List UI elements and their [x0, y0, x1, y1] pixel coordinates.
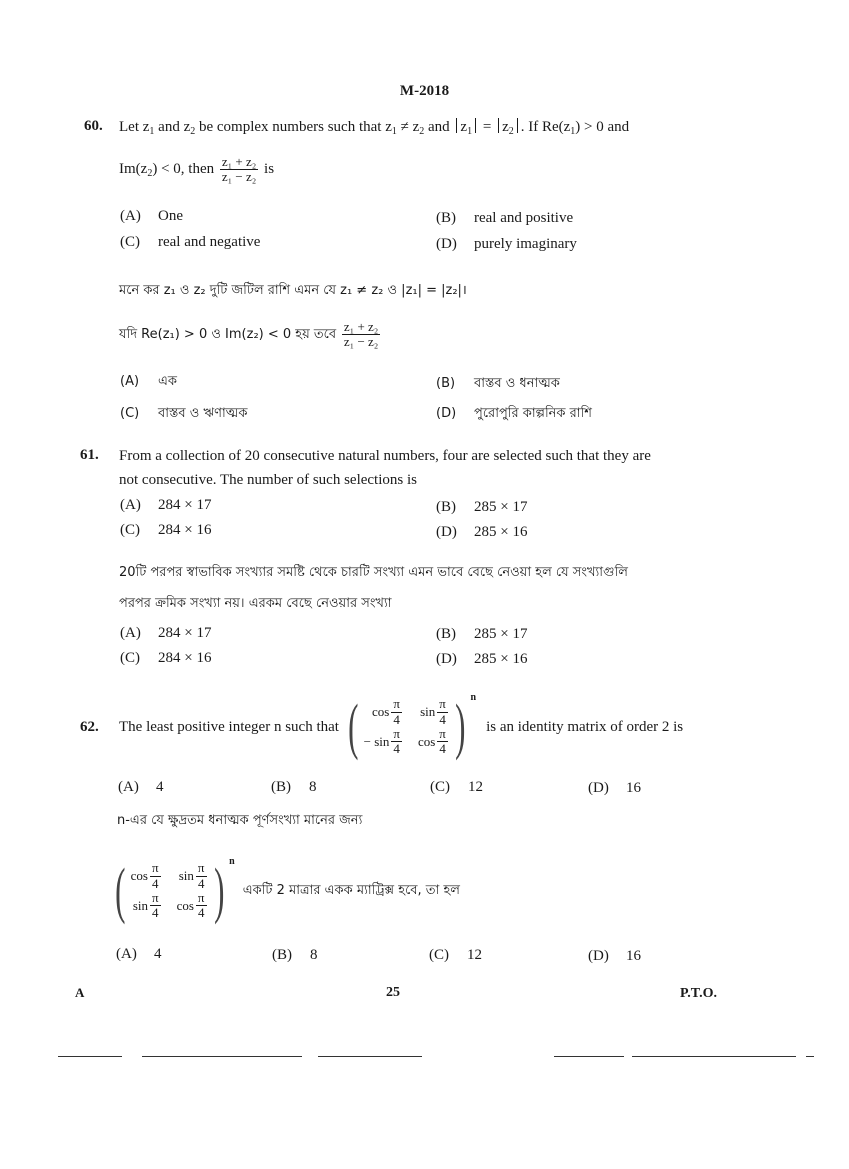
- q62-bengali-stem: [110, 848, 460, 934]
- q60-bengali-option-c[interactable]: (C) বাস্তব ও ঋণাত্মক: [120, 406, 248, 421]
- q60-text: and z: [158, 119, 191, 135]
- q62-bengali-after-matrix: একটি 2 মাত্রার একক ম্যাট্রিক্স হবে, তা হল: [242, 882, 460, 898]
- q60-text: and: [428, 119, 450, 135]
- q62-bengali-line1: n-এর যে ক্ষুদ্রতম ধনাত্মক পূর্ণসংখ্যা মানের জন্য: [117, 813, 363, 828]
- question-60-number: 60.: [84, 118, 103, 134]
- q62-option-a[interactable]: (A) 4: [118, 779, 164, 795]
- q60-bengali-option-a[interactable]: (A) এক: [120, 374, 177, 389]
- q60-option-d[interactable]: (D) purely imaginary: [436, 236, 577, 252]
- question-61-line2: not consecutive. The number of such selections is: [119, 472, 417, 488]
- q60-text: is: [264, 161, 275, 178]
- q60-text: ) < 0, then: [152, 161, 215, 178]
- q60-text: Let z: [119, 119, 150, 135]
- scan-line: [554, 1056, 624, 1057]
- q62-matrix: ( cos $\frac{\pi}{4}$ sin $\frac{\pi}{4}$ − sin $\frac{\pi}{4}$ cos $\frac{\pi}{4}$ ) n: [348, 692, 477, 761]
- q61-option-c[interactable]: (C) 284 × 16: [120, 522, 212, 538]
- q60-option-a[interactable]: (A) One: [120, 208, 183, 224]
- scan-line: [142, 1056, 302, 1057]
- q61-bengali-option-a[interactable]: (A) 284 × 17: [120, 625, 212, 641]
- q60-text: =: [482, 119, 492, 135]
- paper-code: M-2018: [399, 83, 450, 99]
- question-62-number: 62.: [80, 719, 99, 735]
- question-62-stem: [119, 684, 683, 770]
- q60-text: z: [502, 119, 509, 135]
- scan-line: [58, 1056, 122, 1057]
- q62-bengali-option-d[interactable]: (D) 16: [588, 948, 641, 964]
- q60-option-c[interactable]: (C) real and negative: [120, 234, 261, 250]
- q61-bengali-option-d[interactable]: (D) 285 × 16: [436, 651, 528, 667]
- q61-bengali-line2: পরপর ক্রমিক সংখ্যা নয়। এরকম বেছে নেওয়ার সংখ্যা: [119, 596, 392, 611]
- q60-text: ) > 0 and: [575, 119, 630, 135]
- q62-bengali-option-a[interactable]: (A) 4: [116, 946, 162, 962]
- q60-text: z: [460, 119, 468, 135]
- q62-bengali-matrix: ( cos $\frac{\pi}{4}$ sin $\frac{\pi}{4}$ sin $\frac{\pi}{4}$ cos $\frac{\pi}{4}$ ) n: [115, 856, 235, 925]
- footer-pto: P.T.O.: [680, 986, 717, 1001]
- q60-fraction: $\frac{\text{z₁ + z₂}}{\text{z₁ − z₂}}$: [221, 154, 257, 185]
- footer-set-letter: A: [75, 985, 85, 1000]
- q60-text: . If Re(z: [520, 119, 571, 135]
- q60-bengali-option-b[interactable]: (B) বাস্তব ও ধনাত্মক: [436, 376, 560, 391]
- q60-bengali-option-d[interactable]: (D) পুরোপুরি কাল্পনিক রাশি: [436, 406, 592, 421]
- q60-bengali-fraction: $\frac{\text{z₁ + z₂}}{\text{z₁ − z₂}}$: [343, 319, 379, 350]
- q60-text: be complex numbers such that z: [198, 119, 392, 135]
- footer-page-number: 25: [386, 985, 400, 1000]
- q61-bengali-line1: 20টি পরপর স্বাভাবিক সংখ্যার সমষ্টি থেকে চারটি সংখ্যা এমন ভাবে বেছে নেওয়া হল যে সংখ্যাগুলি: [119, 565, 628, 580]
- q62-bengali-option-c[interactable]: (C) 12: [429, 947, 482, 963]
- question-60-line1: Let $z_1$ and $z_2$ be complex numbers such that $z_1 \ne z_2$ and $z_1 = z_2$ . If $Re(z_1) > 0$ and: [119, 119, 630, 137]
- q61-option-b[interactable]: (B) 285 × 17: [436, 499, 528, 515]
- q61-bengali-option-c[interactable]: (C) 284 × 16: [120, 650, 212, 666]
- scan-line: [318, 1056, 422, 1057]
- q60-bengali-line2: [119, 320, 382, 350]
- q60-option-b[interactable]: (B) real and positive: [436, 210, 574, 226]
- q62-text-before: The least positive integer n such that: [119, 718, 339, 735]
- q62-option-b[interactable]: (B) 8: [271, 779, 317, 795]
- q61-bengali-option-b[interactable]: (B) 285 × 17: [436, 626, 528, 642]
- q60-text: Im(z: [119, 161, 148, 178]
- q62-option-d[interactable]: (D) 16: [588, 780, 641, 796]
- scan-line: [632, 1056, 796, 1057]
- scan-line: [806, 1056, 814, 1057]
- q60-text: ≠ z: [400, 119, 420, 135]
- question-61-line1: From a collection of 20 consecutive natural numbers, four are selected such that they are: [119, 448, 651, 464]
- question-61-number: 61.: [80, 447, 99, 463]
- q61-option-a[interactable]: (A) 284 × 17: [120, 497, 212, 513]
- question-60-line2: $Im(z_2) < 0$, then $\frac{\text{z₁ + z₂}}{\text{z₁ − z₂}}$ is: [119, 154, 275, 185]
- q60-bengali-line1: মনে কর z₁ ও z₂ দুটি জটিল রাশি এমন যে z₁ ≠ z₂ ও |z₁| = |z₂|।: [119, 283, 467, 298]
- q62-text-after: is an identity matrix of order 2 is: [486, 718, 684, 735]
- q62-bengali-option-b[interactable]: (B) 8: [272, 947, 318, 963]
- q60-bengali-text: যদি Re(z₁) > 0 ও Im(z₂) < 0 হয় তবে: [119, 327, 337, 343]
- q62-option-c[interactable]: (C) 12: [430, 779, 483, 795]
- q61-option-d[interactable]: (D) 285 × 16: [436, 524, 528, 540]
